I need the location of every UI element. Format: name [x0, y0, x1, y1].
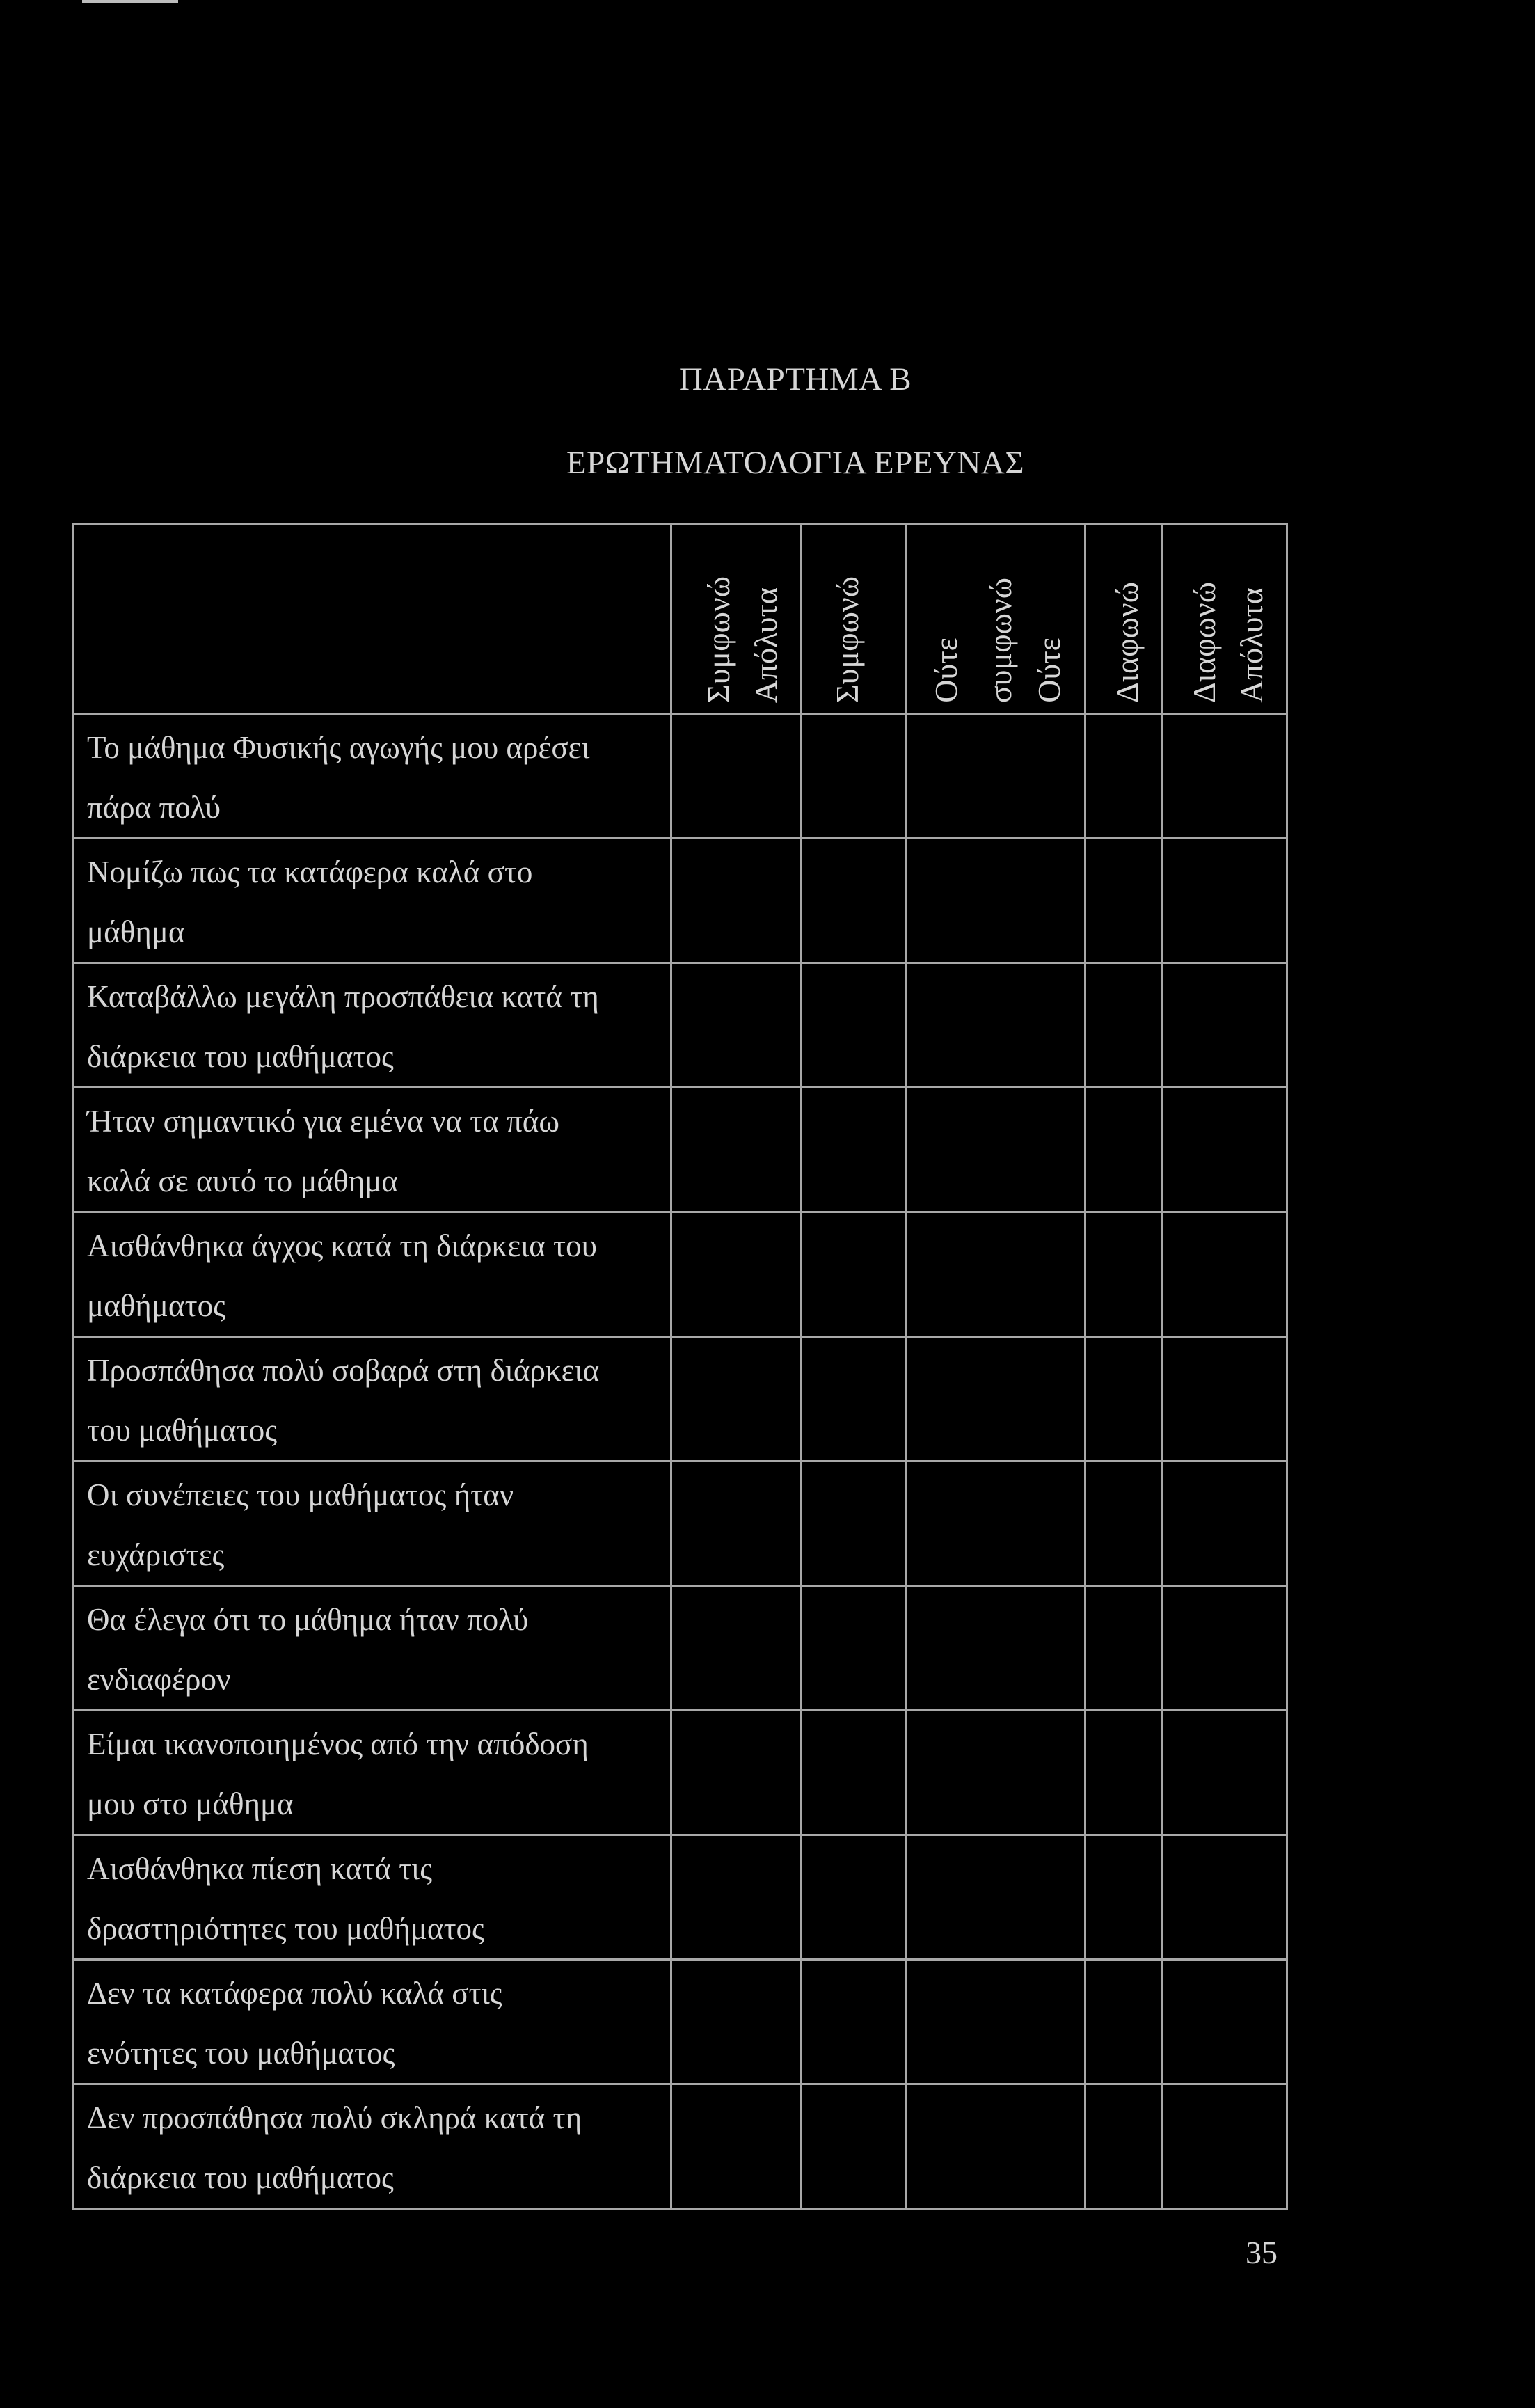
response-cell-neutral[interactable]	[906, 1711, 1085, 1835]
statement-cell	[74, 963, 671, 1088]
response-cell-strongly-disagree[interactable]	[1163, 1960, 1287, 2084]
statement-line: Είμαι ικανοποιημένος από την απόδοση	[87, 1727, 589, 1761]
response-cell-strongly-agree[interactable]	[671, 1711, 802, 1835]
statement-line: μάθημα	[87, 914, 185, 949]
response-cell-agree[interactable]	[802, 1337, 906, 1462]
response-cell-neutral[interactable]	[906, 1462, 1085, 1586]
page-number: 35	[1246, 2235, 1278, 2270]
response-cell-agree[interactable]	[802, 1835, 906, 1960]
response-cell-strongly-disagree[interactable]	[1163, 714, 1287, 839]
statement-cell	[74, 1212, 671, 1337]
response-cell-strongly-agree[interactable]	[671, 1586, 802, 1711]
response-cell-neutral[interactable]	[906, 963, 1085, 1088]
response-cell-neutral[interactable]	[906, 714, 1085, 839]
statement-line: ενότητες του μαθήματος	[87, 2036, 395, 2070]
statement-line: μαθήματος	[87, 1288, 225, 1323]
response-cell-strongly-agree[interactable]	[671, 1960, 802, 2084]
column-header-strongly-disagree	[1163, 524, 1287, 714]
response-cell-neutral[interactable]	[906, 1586, 1085, 1711]
response-cell-strongly-agree[interactable]	[671, 1462, 802, 1586]
response-cell-disagree[interactable]	[1085, 1586, 1163, 1711]
statement-line: Το μάθημα Φυσικής αγωγής μου αρέσει	[87, 730, 590, 765]
response-cell-strongly-disagree[interactable]	[1163, 1212, 1287, 1337]
response-cell-disagree[interactable]	[1085, 1835, 1163, 1960]
column-header-disagree	[1085, 524, 1163, 714]
table-row	[74, 2084, 1287, 2209]
response-cell-neutral[interactable]	[906, 1835, 1085, 1960]
response-cell-strongly-disagree[interactable]	[1163, 1088, 1287, 1212]
response-cell-neutral[interactable]	[906, 839, 1085, 963]
response-cell-strongly-disagree[interactable]	[1163, 963, 1287, 1088]
statement-cell	[74, 1711, 671, 1835]
response-cell-neutral[interactable]	[906, 1088, 1085, 1212]
statement-cell	[74, 1835, 671, 1960]
response-cell-agree[interactable]	[802, 2084, 906, 2209]
statement-line: ευχάριστες	[87, 1537, 225, 1572]
statement-line: πάρα πολύ	[87, 790, 221, 825]
table-row	[74, 1835, 1287, 1960]
response-cell-disagree[interactable]	[1085, 1711, 1163, 1835]
response-cell-strongly-disagree[interactable]	[1163, 1586, 1287, 1711]
statement-line: Αισθάνθηκα πίεση κατά τις	[87, 1851, 433, 1886]
statement-line: Καταβάλλω μεγάλη προσπάθεια κατά τη	[87, 979, 599, 1014]
survey-body	[74, 714, 1287, 2209]
response-cell-strongly-agree[interactable]	[671, 714, 802, 839]
statement-line: Αισθάνθηκα άγχος κατά τη διάρκεια του	[87, 1228, 597, 1263]
statement-line: διάρκεια του μαθήματος	[87, 1039, 394, 1074]
table-row	[74, 1711, 1287, 1835]
response-cell-strongly-disagree[interactable]	[1163, 1711, 1287, 1835]
response-cell-agree[interactable]	[802, 1088, 906, 1212]
response-cell-disagree[interactable]	[1085, 963, 1163, 1088]
table-row	[74, 1586, 1287, 1711]
response-cell-agree[interactable]	[802, 714, 906, 839]
statement-line: Δεν τα κατάφερα πολύ καλά στις	[87, 1976, 502, 2011]
response-cell-neutral[interactable]	[906, 2084, 1085, 2209]
statement-cell	[74, 714, 671, 839]
column-header-line: Απόλυτα	[1234, 587, 1269, 703]
column-header-agree	[802, 524, 906, 714]
response-cell-strongly-disagree[interactable]	[1163, 1462, 1287, 1586]
response-cell-strongly-disagree[interactable]	[1163, 2084, 1287, 2209]
response-cell-strongly-agree[interactable]	[671, 2084, 802, 2209]
questionnaire-title: ΕΡΩΤΗΜΑΤΟΛΟΓΙΑ ΕΡΕΥΝΑΣ	[566, 445, 1025, 481]
response-cell-disagree[interactable]	[1085, 2084, 1163, 2209]
column-header-neutral	[906, 524, 1085, 714]
column-header-line: Συμφωνώ	[701, 576, 736, 703]
response-cell-strongly-disagree[interactable]	[1163, 1337, 1287, 1462]
response-cell-agree[interactable]	[802, 963, 906, 1088]
response-cell-agree[interactable]	[802, 1960, 906, 2084]
survey-table	[72, 523, 1288, 2210]
response-cell-strongly-agree[interactable]	[671, 1835, 802, 1960]
statement-cell	[74, 1586, 671, 1711]
table-row	[74, 1462, 1287, 1586]
response-cell-neutral[interactable]	[906, 1337, 1085, 1462]
column-header-strongly-agree	[671, 524, 802, 714]
response-cell-disagree[interactable]	[1085, 1088, 1163, 1212]
statement-line: Ήταν σημαντικό για εμένα να τα πάω	[87, 1104, 559, 1139]
response-cell-disagree[interactable]	[1085, 714, 1163, 839]
response-cell-agree[interactable]	[802, 1711, 906, 1835]
statement-cell	[74, 1337, 671, 1462]
statement-line: διάρκεια του μαθήματος	[87, 2160, 394, 2195]
response-cell-strongly-agree[interactable]	[671, 839, 802, 963]
response-cell-agree[interactable]	[802, 1212, 906, 1337]
column-header-line: Ούτε	[928, 637, 964, 703]
top-rule	[82, 0, 178, 3]
column-header-line: Διαφωνώ	[1109, 582, 1145, 703]
statement-line: καλά σε αυτό το μάθημα	[87, 1164, 398, 1198]
statement-line: Δεν προσπάθησα πολύ σκληρά κατά τη	[87, 2100, 582, 2135]
statement-cell	[74, 1088, 671, 1212]
table-row	[74, 1088, 1287, 1212]
statement-cell	[74, 2084, 671, 2209]
response-cell-strongly-agree[interactable]	[671, 963, 802, 1088]
response-cell-disagree[interactable]	[1085, 839, 1163, 963]
column-header-line: Διαφωνώ	[1186, 582, 1222, 703]
table-row	[74, 839, 1287, 963]
statement-line: Νομίζω πως τα κατάφερα καλά στο	[87, 855, 533, 889]
table-row	[74, 714, 1287, 839]
response-cell-neutral[interactable]	[906, 1212, 1085, 1337]
response-cell-agree[interactable]	[802, 1462, 906, 1586]
response-cell-neutral[interactable]	[906, 1960, 1085, 2084]
table-row	[74, 1960, 1287, 2084]
response-cell-agree[interactable]	[802, 1586, 906, 1711]
statement-line: του μαθήματος	[87, 1413, 278, 1448]
statement-cell	[74, 1462, 671, 1586]
table-row	[74, 963, 1287, 1088]
statement-line: Θα έλεγα ότι το μάθημα ήταν πολύ	[87, 1602, 529, 1637]
header-corner	[74, 524, 671, 714]
table-row	[74, 1212, 1287, 1337]
statement-cell	[74, 1960, 671, 2084]
response-cell-strongly-disagree[interactable]	[1163, 839, 1287, 963]
response-cell-disagree[interactable]	[1085, 1337, 1163, 1462]
response-cell-strongly-disagree[interactable]	[1163, 1835, 1287, 1960]
statement-line: δραστηριότητες του μαθήματος	[87, 1911, 484, 1946]
response-cell-strongly-agree[interactable]	[671, 1088, 802, 1212]
response-cell-strongly-agree[interactable]	[671, 1212, 802, 1337]
response-cell-disagree[interactable]	[1085, 1462, 1163, 1586]
statement-line: μου στο μάθημα	[87, 1787, 294, 1821]
column-header-line: συμφωνώ	[983, 577, 1018, 703]
statement-line: Οι συνέπειες του μαθήματος ήταν	[87, 1478, 514, 1512]
appendix-title: ΠΑΡΑΡΤΗΜΑ Β	[678, 361, 912, 397]
statement-line: ενδιαφέρον	[87, 1662, 231, 1697]
response-cell-agree[interactable]	[802, 839, 906, 963]
column-header-line: Συμφωνώ	[829, 576, 865, 703]
header-row	[74, 524, 1287, 714]
statement-cell	[74, 839, 671, 963]
response-cell-disagree[interactable]	[1085, 1960, 1163, 2084]
response-cell-disagree[interactable]	[1085, 1212, 1163, 1337]
response-cell-strongly-agree[interactable]	[671, 1337, 802, 1462]
column-header-line: Απόλυτα	[748, 587, 784, 703]
column-header-line: Ούτε	[1031, 637, 1067, 703]
table-row	[74, 1337, 1287, 1462]
statement-line: Προσπάθησα πολύ σοβαρά στη διάρκεια	[87, 1353, 600, 1388]
